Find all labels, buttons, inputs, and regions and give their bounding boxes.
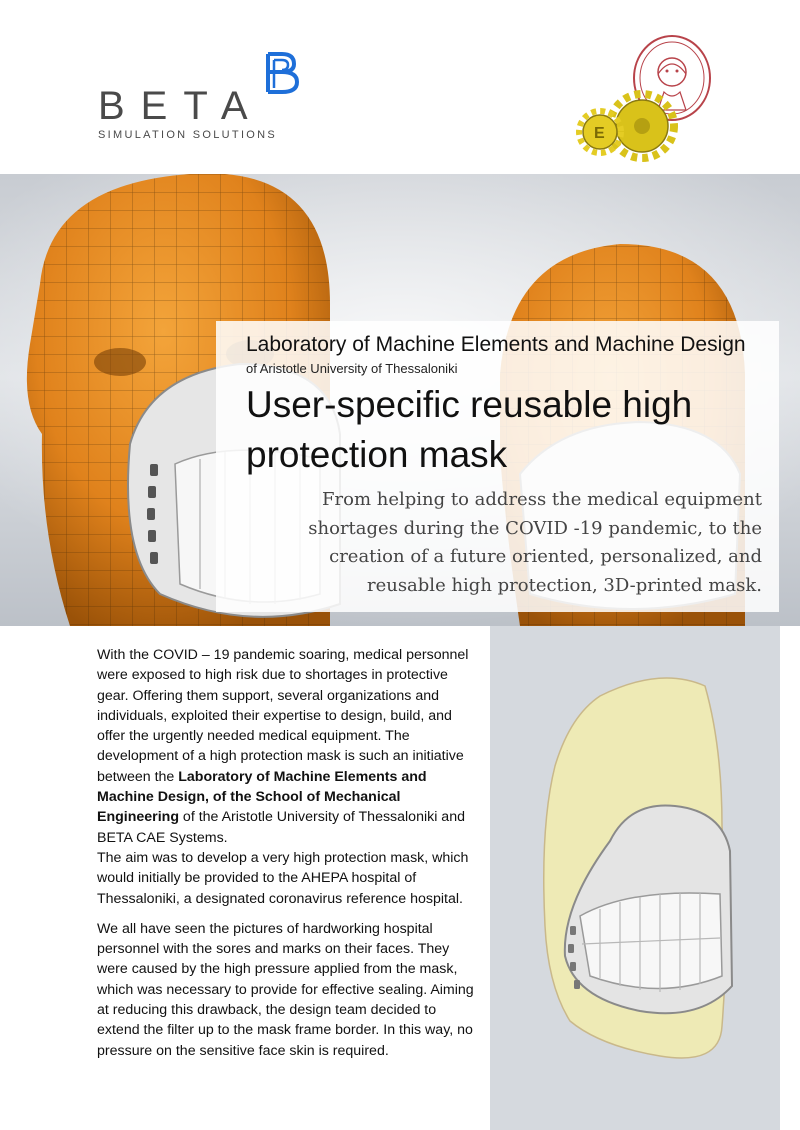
university-logo (570, 34, 720, 169)
article-paragraph-2: We all have seen the pictures of hardworking hospital personnel with the sores and marks on their faces. They were caused by the high pressure applied from the mask, which was necessary to provide for effective sealing. Aiming at reducing this drawback, the design team decided to extend the filter up to the mask frame border. In this way, no pressure on the sensitive face skin is required. (97, 920, 474, 1059)
tagline: From helping to address the medical equipment shortages during the COVID -19 pandemic, to the creation of a future oriented, personalized, and reusable high protection, 3D-printed mask. (308, 489, 762, 596)
lab-subtitle: of Aristotle University of Thessaloniki (246, 361, 458, 376)
beta-wordmark: BETA (98, 84, 264, 128)
lab-title: Laboratory of Machine Elements and Machine Design (246, 333, 746, 356)
article-text: With the COVID – 19 pandemic soaring, medical personnel were exposed to high risk due to shortages in protective gear. Offering them support, several organizations and individuals, exploited their expertise to design, build, and offer the urgently needed medical equipment. The development of a high protection mask is such an initiative between the (97, 647, 469, 785)
article-text: The aim was to develop a very high protection mask, which would initially be provided to the AHEPA hospital of Thessaloniki, a designated coronavirus reference hospital. (97, 849, 469, 907)
mask-figure-panel (490, 626, 780, 1130)
beta-tagline: SIMULATION SOLUTIONS (98, 129, 278, 141)
mask-on-face-illustration (490, 626, 780, 1130)
article-bold-text: Laboratory of Machine Elements and Machine Design, of the School of Mechanical Engineering (97, 768, 427, 826)
article-body (97, 645, 482, 1071)
beta-b-mark-icon (262, 50, 302, 96)
beta-logo (96, 44, 306, 144)
gear-letter: E (594, 125, 605, 142)
page-title: User-specific reusable high protection mask (246, 384, 693, 475)
article-paragraph-1 (97, 645, 482, 909)
article-text: of the Aristotle University of Thessaloniki and BETA CAE Systems. (97, 809, 465, 846)
